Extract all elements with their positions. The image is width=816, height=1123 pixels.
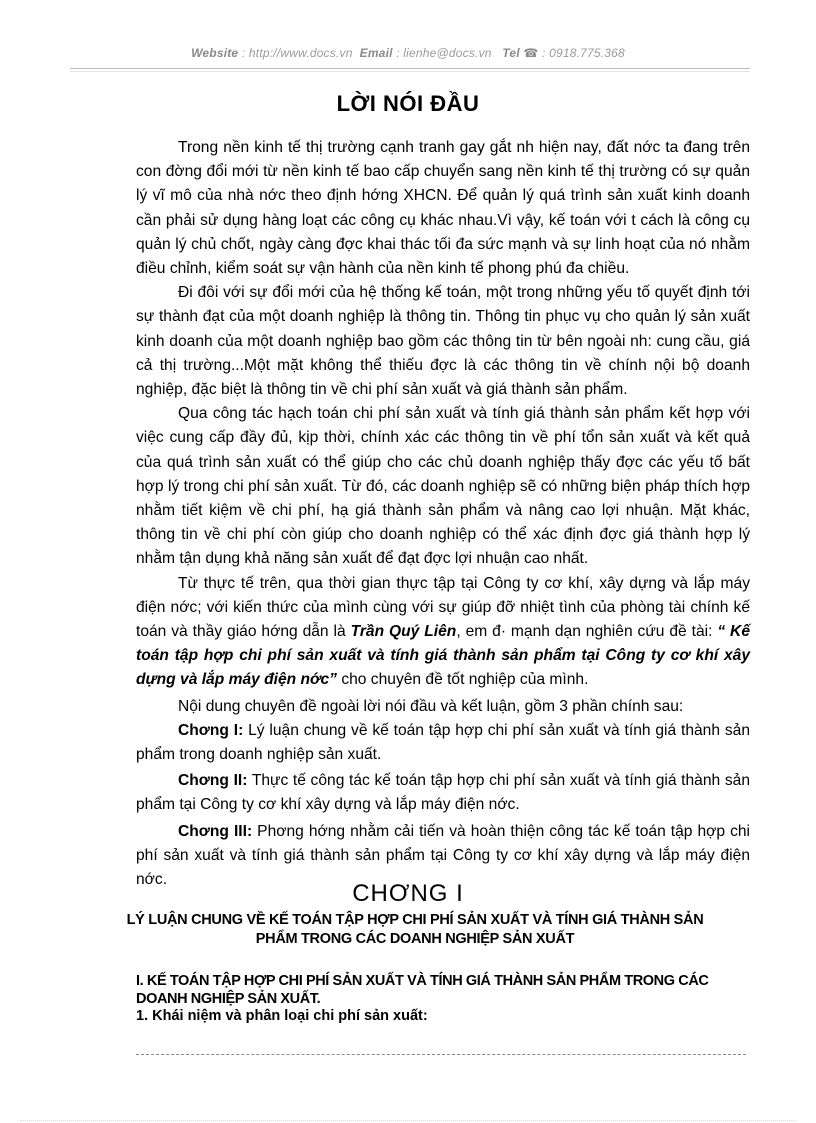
header-rule-secondary	[70, 71, 750, 72]
email-value: : lienhe@docs.vn	[396, 46, 492, 60]
chapter-3-text: Phơng hớng nhằm cải tiến và hoàn thiện công tác kế toán tập hợp chi phí sản xuất và tính giá thành sản phẩm tại Công ty cơ khí xây dựng và lắp máy điện nớc.	[136, 822, 750, 889]
paragraph-4-end: cho chuyên đề tốt nghiệp của mình.	[341, 671, 589, 689]
website-value: : http://www.docs.vn	[241, 46, 353, 60]
paragraph-4-mid: , em đ· mạnh dạn nghiên cứu đề tài:	[456, 623, 713, 641]
chapter-subtitle: LÝ LUẬN CHUNG VỀ KẾ TOÁN TẬP HỢP CHI PHÍ SẢN XUẤT VÀ TÍNH GIÁ THÀNH SẢN PHẨM TRONG CÁC DOANH NGHIỆP SẢN XUẤT	[126, 912, 704, 947]
paragraph-2: Đi đôi với sự đổi mới của hệ thống kế toán, một trong những yếu tố quyết định tới sự thành đạt của một doanh nghiệp là thông tin. Thông tin phục vụ cho quản lý sản xuất kinh doanh của một doanh nghiệp bao gồm các thông tin từ bên ngoài nh: cung cầu, giá cả thị trường...Một mặt không thể thiếu đợc là các thông tin về chính nội bộ doanh nghiệp, đặc biệt là thông tin về chi phí sản xuất và giá thành sản phẩm.	[136, 284, 750, 399]
chapter-1-summary	[136, 719, 750, 767]
site-header	[0, 46, 816, 60]
section-heading: I. KẾ TOÁN TẬP HỢP CHI PHÍ SẢN XUẤT VÀ TÍNH GIÁ THÀNH SẢN PHẨM TRONG CÁC DOANH NGHIỆP SẢN XUẤT.	[136, 973, 709, 1007]
paragraph-3: Qua công tác hạch toán chi phí sản xuất và tính giá thành sản phẩm kết hợp với việc cung cấp đầy đủ, kịp thời, chính xác các thông tin về phí tổn sản xuất và kết quả của quá trình sản xuất có thể giúp cho các chủ doanh nghiệp thấy đợc các yếu tố bất hợp lý trong chi phí sản xuất. Từ đó, các doanh nghiệp sẽ có những biện pháp thích hợp nhằm tiết kiệm về chi phí, hạ giá thành sản phẩm và nâng cao lợi nhuận. Mặt khác, thông tin về chi phí còn giúp cho doanh nghiệp có thể xác định đợc giá thành hợp lý nhằm tận dụng khả năng sản xuất để đạt đợc lợi nhuận cao nhất.	[136, 405, 750, 568]
document-title: LỜI NÓI ĐẦU	[336, 91, 480, 116]
chapter-3-label: Chơng III:	[178, 822, 253, 840]
chapter-2-label: Chơng II:	[178, 772, 248, 790]
header-rule	[70, 68, 750, 69]
thesis-topic: “ Kế toán tập hợp chi phí sản xuất và tính giá thành sản phẩm tại Công ty cơ khí xây dựng và lắp máy điện nớc”	[136, 623, 750, 689]
chapter-2-text: Thực tế công tác kế toán tập hợp chi phí sản xuất và tính giá thành sản phẩm tại Công ty cơ khí xây dựng và lắp máy điện nớc.	[136, 772, 750, 814]
chapter-1-text: Lý luận chung về kế toán tập hợp chi phí sản xuất và tính giá thành sản phẩm trong doanh nghiệp sản xuất.	[136, 721, 750, 764]
page-bottom-rule	[20, 1120, 796, 1121]
phone-icon: ☎	[523, 46, 539, 60]
email-label: Email	[359, 46, 393, 60]
chapter-2-summary	[136, 769, 750, 817]
teacher-name: Trần Quý Liên	[350, 623, 457, 641]
paragraph-4-start: Từ thực tế trên, qua thời gian thực tập tại Công ty cơ khí, xây dựng và lắp máy điện nớc; với kiến thức của mình cùng với sự giúp đỡ nhiệt tình của phòng tài chính kế toán và thầy giáo hớng dẫn là	[136, 574, 750, 641]
paragraph-5: Nội dung chuyên đề ngoài lời nói đầu và kết luận, gồm 3 phần chính sau:	[178, 697, 684, 715]
subsection-heading: 1. Khái niệm và phân loại chi phí sản xuất:	[136, 1008, 428, 1024]
chapter-heading: CHƠNG I	[352, 880, 464, 907]
chapter-1-label: Chơng I:	[178, 721, 244, 739]
tel-value: : 0918.775.368	[542, 46, 625, 60]
website-label: Website	[191, 46, 239, 60]
body-text	[136, 136, 750, 892]
paragraph-1: Trong nền kinh tế thị trường cạnh tranh gay gắt nh hiện nay, đất nớc ta đang trên con đờng đổi mới từ nền kinh tế bao cấp chuyển sang nền kinh tế thị trường có sự quản lý vĩ mô của nhà nớc theo định hớng XHCN. Để quản lý quá trình sản xuất kinh doanh cần phải sử dụng hàng loạt các công cụ khác nhau.Vì vậy, kế toán với t cách là công cụ quản lý chủ chốt, ngày càng đợc khai thác tối đa sức mạnh và sự linh hoạt của nó nhằm điều chỉnh, kiểm soát sự vận hành của nền kinh tế phong phú đa chiều.	[136, 139, 750, 278]
footer-rule	[136, 1054, 746, 1055]
paragraph-4	[136, 572, 750, 693]
tel-label: Tel	[502, 46, 520, 60]
